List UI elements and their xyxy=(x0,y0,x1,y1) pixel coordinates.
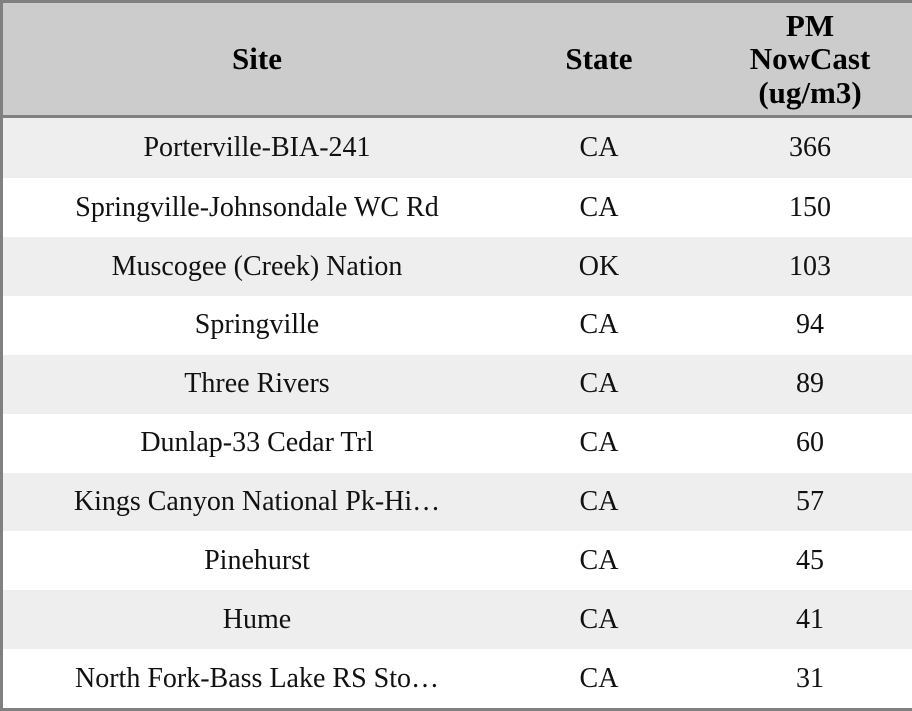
column-header-pm-line1: PM xyxy=(785,8,835,43)
cell-state: CA xyxy=(579,485,619,517)
cell-pm-nowcast: 150 xyxy=(789,191,831,223)
cell-site: Dunlap-33 Cedar Trl xyxy=(140,427,374,459)
cell-pm-nowcast: 60 xyxy=(796,427,824,459)
cell-pm-nowcast: 366 xyxy=(789,132,831,164)
cell-state: CA xyxy=(579,662,619,694)
table-row[interactable] xyxy=(3,355,912,414)
column-header-pm-line3: (ug/m3) xyxy=(758,74,862,110)
cell-pm-nowcast: 31 xyxy=(796,662,824,694)
cell-site: Muscogee (Creek) Nation xyxy=(111,250,403,282)
table-row[interactable] xyxy=(3,178,912,237)
air-quality-table xyxy=(3,3,912,708)
cell-pm-nowcast: 57 xyxy=(796,485,824,517)
cell-pm-nowcast: 103 xyxy=(789,250,831,282)
cell-site: Kings Canyon National Pk-Hi… xyxy=(73,485,441,517)
table-row[interactable] xyxy=(3,531,912,590)
cell-site: Pinehurst xyxy=(204,544,310,576)
table-row[interactable] xyxy=(3,590,912,649)
cell-site: North Fork-Bass Lake RS Sto… xyxy=(75,662,439,694)
cell-pm-nowcast: 94 xyxy=(796,309,824,341)
cell-state: CA xyxy=(579,368,619,400)
table-row[interactable] xyxy=(3,237,912,296)
column-header-state[interactable]: State xyxy=(511,3,687,117)
table-row[interactable] xyxy=(3,296,912,355)
cell-state: CA xyxy=(579,132,619,164)
cell-state: CA xyxy=(579,191,619,223)
column-header-site[interactable]: Site xyxy=(3,3,511,117)
cell-state: CA xyxy=(579,309,619,341)
table-row[interactable] xyxy=(3,649,912,708)
cell-site: Hume xyxy=(222,603,292,635)
table-header-row xyxy=(3,3,912,117)
cell-pm-nowcast: 45 xyxy=(796,544,824,576)
cell-state: CA xyxy=(579,544,619,576)
cell-pm-nowcast: 89 xyxy=(796,368,824,400)
cell-site: Porterville-BIA-241 xyxy=(143,132,371,164)
cell-state: OK xyxy=(578,250,620,282)
table-body xyxy=(3,117,912,708)
cell-pm-nowcast: 41 xyxy=(796,603,824,635)
table-row[interactable] xyxy=(3,117,912,178)
column-header-pm-nowcast[interactable] xyxy=(687,3,912,117)
cell-site: Springville xyxy=(194,309,320,341)
table-row[interactable] xyxy=(3,473,912,532)
cell-state: CA xyxy=(579,603,619,635)
cell-state: CA xyxy=(579,427,619,459)
column-header-pm-line2: NowCast xyxy=(749,41,871,77)
table-row[interactable] xyxy=(3,414,912,473)
table-header xyxy=(3,3,912,117)
cell-site: Springville-Johnsondale WC Rd xyxy=(75,191,439,223)
cell-site: Three Rivers xyxy=(184,368,330,400)
